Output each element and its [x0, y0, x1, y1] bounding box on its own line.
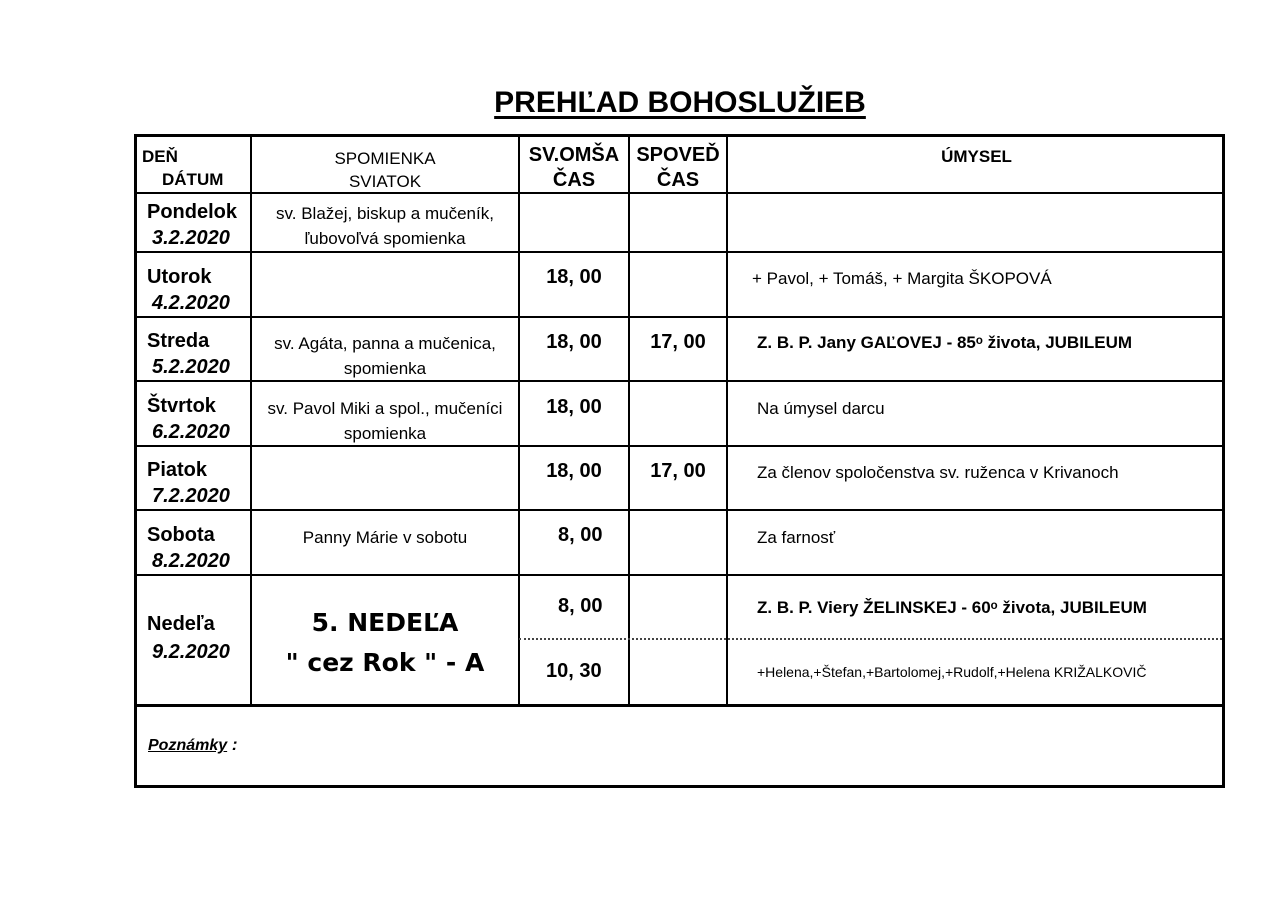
row-intention: Za členov spoločenstva sv. ruženca v Krivanoch: [757, 463, 1119, 482]
row-day: Utorok: [147, 266, 212, 288]
header-confession-line1: SPOVEĎ: [636, 144, 720, 166]
sunday-mass-time-1: 8, 00: [558, 595, 603, 617]
row-intention: + Pavol, + Tomáš, + Margita ŠKOPOVÁ: [752, 269, 1052, 288]
row-day: Štvrtok: [147, 395, 216, 417]
header-mass: [520, 143, 628, 193]
row-day: Streda: [147, 330, 210, 352]
row-intention: Z. B. P. Jany GAĽOVEJ - 85ᵒ života, JUBILEUM: [757, 333, 1133, 352]
row-day: Sobota: [147, 524, 215, 546]
row-feast-line1: sv. Blažej, biskup a mučeník,: [276, 204, 494, 223]
sunday-dotted-divider: [519, 638, 1222, 640]
row-divider: [137, 251, 1222, 253]
row-feast: [252, 396, 518, 446]
column-divider: [628, 137, 630, 705]
row-mass-time: 18, 00: [546, 331, 602, 353]
notes-divider: [137, 704, 1222, 707]
header-intention: ÚMYSEL: [941, 147, 1012, 166]
row-mass-time: 18, 00: [546, 266, 602, 288]
header-feast-line2: SVIATOK: [348, 172, 422, 191]
row-date: 5.2.2020: [152, 356, 230, 378]
sunday-intention-2: +Helena,+Štefan,+Bartolomej,+Rudolf,+Helena KRIŽALKOVIČ: [757, 664, 1147, 680]
notes-label-text: Poznámky: [148, 737, 228, 754]
notes-label: [148, 735, 238, 755]
header-mass-line2: ČAS: [552, 169, 596, 191]
header-feast: [252, 147, 518, 193]
row-feast-line1: sv. Agáta, panna a mučenica,: [274, 334, 496, 353]
row-feast: [252, 331, 518, 381]
services-table: [134, 134, 1225, 788]
row-feast: [252, 201, 518, 251]
row-date: 8.2.2020: [152, 550, 230, 572]
row-date: 6.2.2020: [152, 421, 230, 443]
header-day: DEŇ: [142, 147, 178, 166]
row-divider: [137, 509, 1222, 511]
row-feast-line1: sv. Pavol Miki a spol., mučeníci: [267, 399, 503, 418]
row-divider: [137, 574, 1222, 576]
sunday-feast: [252, 603, 518, 683]
sunday-intention-1: Z. B. P. Viery ŽELINSKEJ - 60ᵒ života, JUBILEUM: [757, 598, 1147, 617]
row-date: 3.2.2020: [152, 227, 230, 249]
header-confession: [630, 143, 726, 193]
row-date: 7.2.2020: [152, 485, 230, 507]
row-confession-time: 17, 00: [650, 460, 706, 482]
page-title: PREHĽAD BOHOSLUŽIEB: [494, 86, 866, 119]
sunday-feast-line1: 5. NEDEĽA: [311, 608, 459, 637]
row-feast-line2: ľubovoľvá spomienka: [304, 229, 466, 248]
column-divider: [518, 137, 520, 705]
column-divider: [726, 137, 728, 705]
sunday-feast-line2: " cez Rok " - A: [285, 648, 485, 677]
row-mass-time: 8, 00: [558, 524, 603, 546]
row-feast-line2: spomienka: [343, 424, 427, 443]
sunday-day: Nedeľa: [147, 613, 215, 635]
header-feast-line1: SPOMIENKA: [334, 149, 436, 168]
row-feast: [252, 525, 518, 550]
row-mass-time: 18, 00: [546, 396, 602, 418]
row-feast-line1: Panny Márie v sobotu: [302, 528, 468, 547]
row-date: 4.2.2020: [152, 292, 230, 314]
row-intention: Na úmysel darcu: [757, 399, 885, 418]
header-mass-line1: SV.OMŠA: [528, 144, 620, 166]
row-day: Piatok: [147, 459, 208, 481]
row-day: Pondelok: [147, 201, 238, 223]
row-mass-time: 18, 00: [546, 460, 602, 482]
sunday-date: 9.2.2020: [152, 641, 230, 663]
row-feast-line2: spomienka: [343, 359, 427, 378]
notes-label-colon: :: [227, 735, 238, 754]
header-confession-line2: ČAS: [656, 169, 700, 191]
sunday-mass-time-2: 10, 30: [546, 660, 602, 682]
row-intention: Za farnosť: [757, 528, 836, 547]
row-confession-time: 17, 00: [650, 331, 706, 353]
row-divider: [137, 316, 1222, 318]
header-date-label: DÁTUM: [162, 170, 224, 189]
